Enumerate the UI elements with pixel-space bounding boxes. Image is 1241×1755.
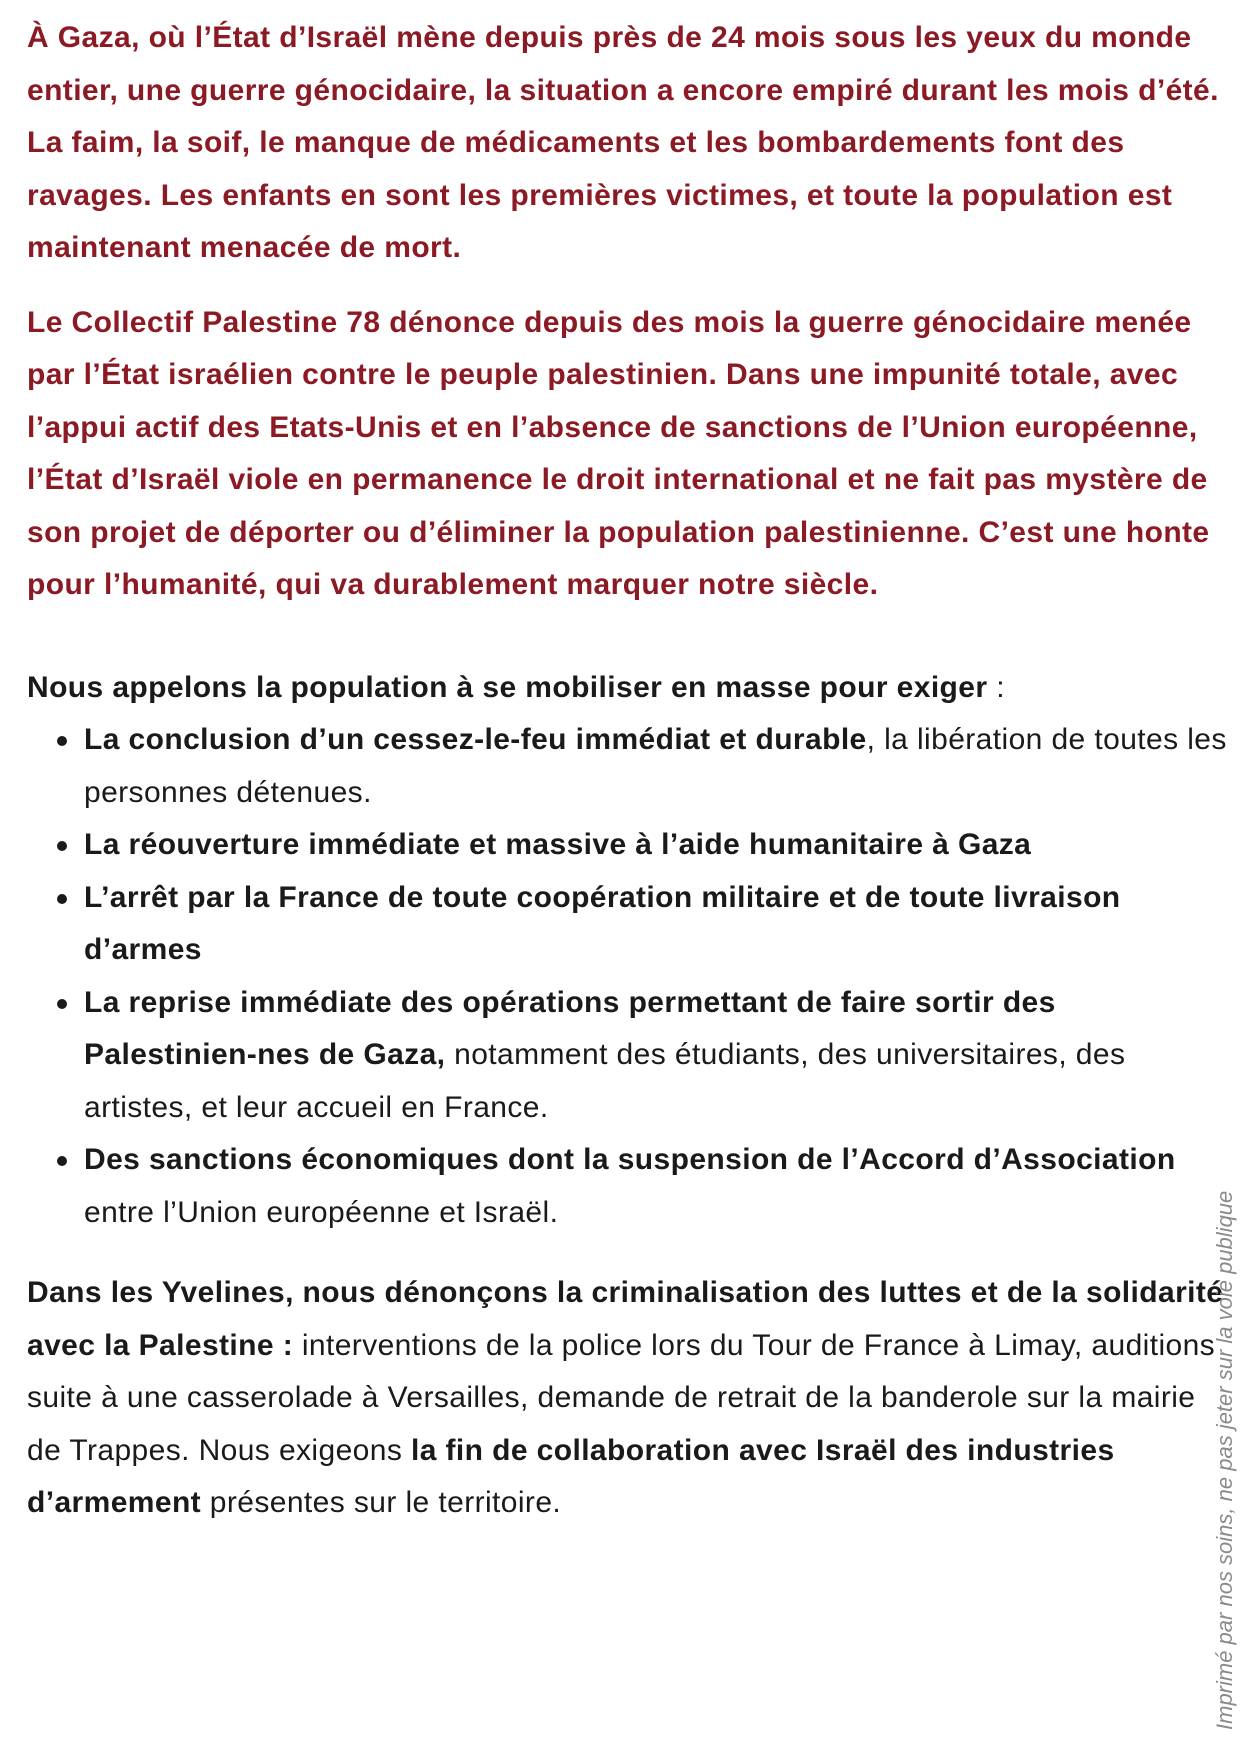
demands-list <box>27 714 1227 1239</box>
demand-item <box>27 977 1227 1135</box>
demand-bold: La reprise immédiate des opérations permettant de faire sortir des Palestinien-nes de Gaza, <box>84 985 1056 1071</box>
bullet-icon <box>57 894 67 904</box>
bullet-icon <box>57 736 67 746</box>
demand-bold: La réouverture immédiate et massive à l’aide humanitaire à Gaza <box>84 828 1032 861</box>
appeal-intro-bold: Nous appelons la population à se mobiliser en masse pour exiger <box>27 670 988 704</box>
yvelines-paragraph <box>27 1267 1227 1530</box>
appeal-intro <box>27 662 1227 715</box>
print-notice: Imprimé par nos soins, ne pas jeter sur la voie publique <box>1212 1190 1237 1730</box>
demand-item <box>27 1134 1227 1239</box>
demand-item <box>27 714 1227 819</box>
demand-rest: entre l’Union européenne et Israël. <box>84 1195 559 1229</box>
yvelines-bold-1: Dans les Yvelines, nous dénonçons la criminalisation des luttes et de la solidarité avec la Palestine : <box>27 1276 1224 1362</box>
appeal-section <box>27 662 1227 1240</box>
yvelines-text-1: interventions de la police lors du Tour de France à Limay, auditions suite à une casserolade à Versailles, demande de retrait de la banderole sur la mairie de Trappes. Nous exigeons <box>27 1328 1216 1467</box>
bullet-icon <box>57 1156 67 1166</box>
tract-page <box>27 12 1227 1530</box>
demand-bold: La conclusion d’un cessez-le-feu immédiat et durable <box>84 723 867 756</box>
gaza-situation-paragraph: À Gaza, où l’État d’Israël mène depuis près de 24 mois sous les yeux du monde entier, une guerre génocidaire, la situation a encore empiré durant les mois d’été. La faim, la soif, le manque de médicaments et les bombardements font des ravages. Les enfants en sont les premières victimes, et toute la population est maintenant menacée de mort. <box>27 21 1219 264</box>
collectif-denunciation-paragraph: Le Collectif Palestine 78 dénonce depuis des mois la guerre génocidaire menée par l’État israélien contre le peuple palestinien. Dans une impunité totale, avec l’appui actif des Etats-Unis et en l’absence de sanctions de l’Union européenne, l’État d’Israël viole en permanence le droit international et ne fait pas mystère de son projet de déporter ou d’éliminer la population palestinienne. C’est une honte pour l’humanité, qui va durablement marquer notre siècle. <box>27 305 1210 601</box>
demand-rest: notamment des étudiants, des universitaires, des artistes, et leur accueil en France. <box>84 1038 1126 1124</box>
bullet-icon <box>57 999 67 1009</box>
appeal-intro-rest: : <box>987 670 1005 704</box>
bullet-icon <box>57 841 67 851</box>
yvelines-text-2: présentes sur le territoire. <box>201 1486 562 1519</box>
demand-bold: Des sanctions économiques dont la suspension de l’Accord d’Association <box>84 1143 1176 1176</box>
yvelines-bold-2: la fin de collaboration avec Israël des industries d’armement <box>27 1433 1115 1519</box>
demand-item <box>27 819 1227 872</box>
demand-rest: , la libération de toutes les personnes détenues. <box>84 723 1227 809</box>
demand-item <box>27 872 1227 977</box>
demand-bold: L’arrêt par la France de toute coopération militaire et de toute livraison d’armes <box>84 880 1121 966</box>
